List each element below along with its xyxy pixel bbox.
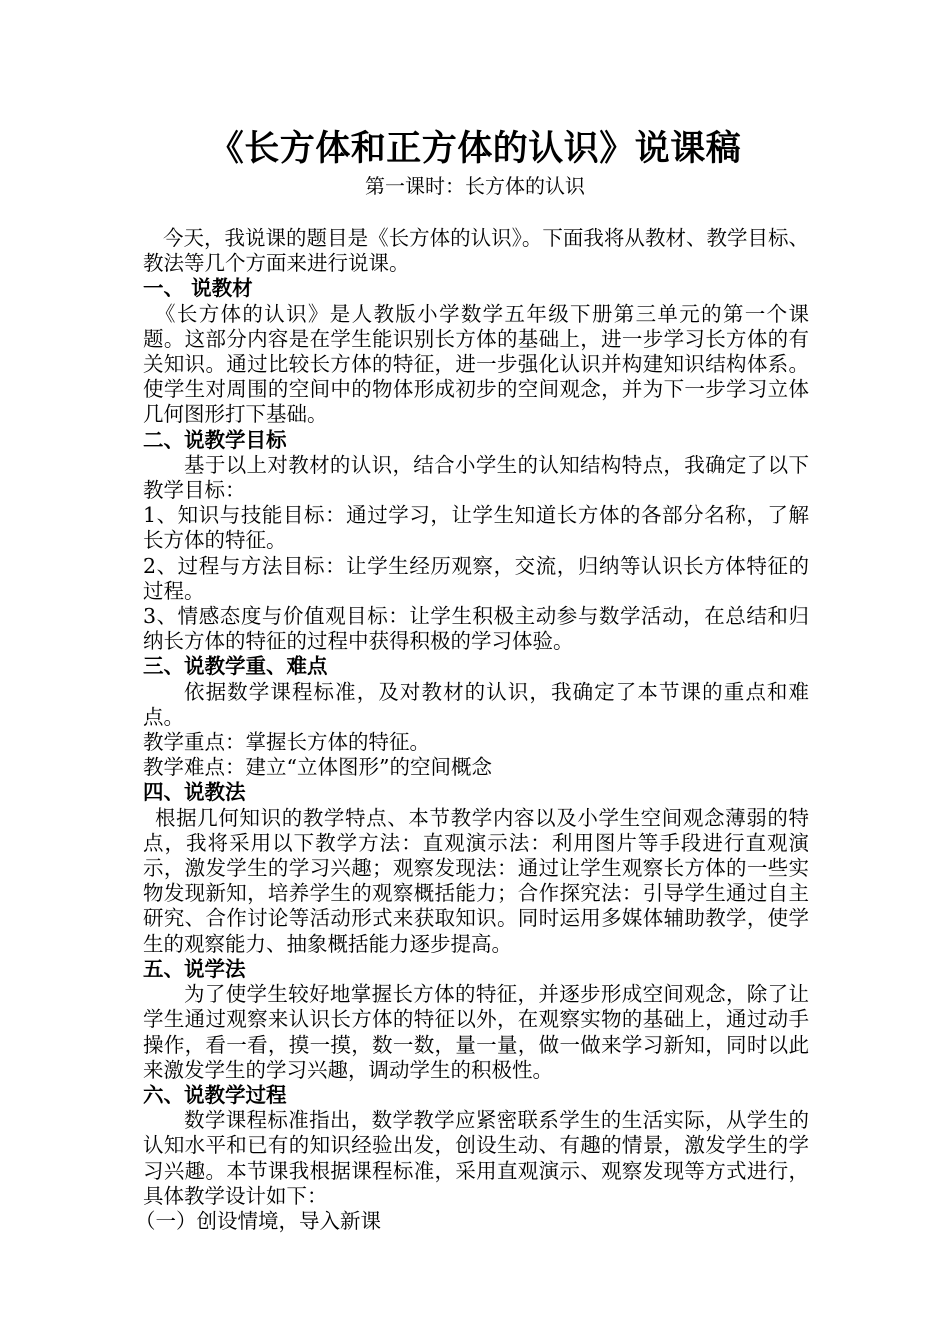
section-heading-textbook: 一、 说教材 — [143, 276, 253, 301]
document-body — [135, 226, 809, 1234]
section-heading-process: 六、说教学过程 — [143, 1082, 287, 1107]
section-heading-goals: 二、说教学目标 — [143, 427, 287, 452]
goal-item-process: 2、过程与方法目标：让学生经历观察，交流，归纳等认识长方体特征的过程。 — [143, 553, 809, 603]
section-heading-learning: 五、说学法 — [143, 956, 246, 981]
learning-paragraph: 为了使学生较好地掌握长方体的特征，并逐步形成空间观念，除了让学生通过观察来认识长方体的特征以外，在观察实物的基础上，通过动手操作，看一看，摸一摸，数一数，量一量，做一做来学习新知，同时以此来激发学生的学习兴趣，调动学生的积极性。 — [143, 982, 809, 1082]
methods-paragraph: 根据几何知识的教学特点、本节教学内容以及小学生空间观念薄弱的特点，我将采用以下教学方法：直观演示法：利用图片等手段进行直观演示，激发学生的学习兴趣；观察发现法：通过让学生观察长方体的一些实物发现新知，培养学生的观察概括能力；合作探究法：引导学生通过自主研究、合作讨论等活动形式来获取知识。同时运用多媒体辅助教学，使学生的观察能力、抽象概括能力逐步提高。 — [143, 805, 809, 956]
document-subtitle: 第一课时：长方体的认识 — [365, 174, 585, 198]
key-point-focus: 教学重点：掌握长方体的特征。 — [143, 730, 430, 755]
textbook-paragraph: 《长方体的认识》是人教版小学数学五年级下册第三单元的第一个课题。这部分内容是在学生能识别长方体的基础上，进一步学习长方体的有关知识。通过比较长方体的特征，进一步强化认识并构建知识结构体系。使学生对周围的空间中的物体形成初步的空间观念，并为下一步学习立体几何图形打下基础。 — [143, 301, 809, 427]
key-points-paragraph: 依据数学课程标准，及对教材的认识，我确定了本节课的重点和难点。 — [143, 679, 809, 729]
key-point-difficulty: 教学难点：建立“立体图形”的空间概念 — [143, 755, 492, 780]
goals-intro-paragraph: 基于以上对教材的认识，结合小学生的认知结构特点，我确定了以下教学目标： — [143, 452, 809, 503]
section-heading-methods: 四、说教法 — [143, 780, 246, 805]
section-heading-key-points: 三、说教学重、难点 — [143, 654, 328, 679]
intro-paragraph: 今天，我说课的题目是《长方体的认识》。下面我将从教材、教学目标、教法等几个方面来进行说课。 — [143, 226, 809, 276]
process-step-1: （一）创设情境，导入新课 — [135, 1208, 381, 1233]
goal-item-attitude: 3、情感态度与价值观目标：让学生积极主动参与数学活动，在总结和归纳长方体的特征的过程中获得积极的学习体验。 — [143, 604, 809, 654]
document-title: 《长方体和正方体的认识》说课稿 — [208, 128, 742, 169]
goal-item-knowledge: 1、知识与技能目标：通过学习，让学生知道长方体的各部分名称，了解长方体的特征。 — [143, 503, 809, 553]
process-paragraph: 数学课程标准指出，数学教学应紧密联系学生的生活实际，从学生的认知水平和已有的知识经验出发，创设生动、有趣的情景，激发学生的学习兴趣。本节课我根据课程标准，采用直观演示、观察发现等方式进行，具体教学设计如下： — [143, 1108, 809, 1208]
